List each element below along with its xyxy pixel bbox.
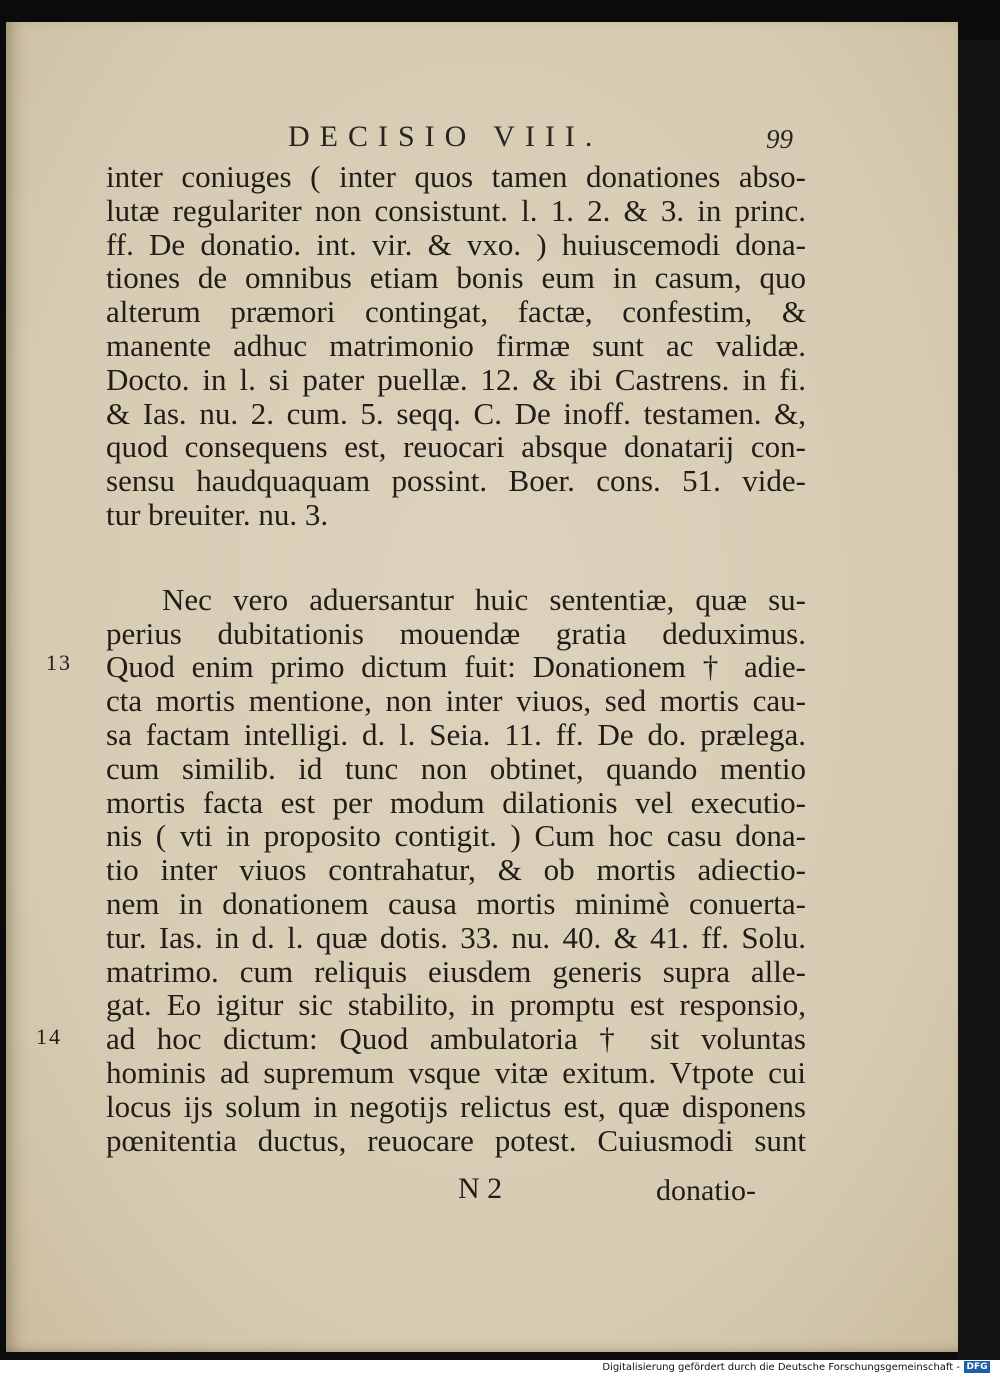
text-line: tur. Ias. in d. l. quæ dotis. 33. nu. 40. & 41. ff. Solu. [106, 919, 806, 955]
text-line: Quod enim primo dictum fuit: Donationem † adie- [106, 649, 806, 685]
signature-mark: N 2 [458, 1172, 503, 1205]
text-line: perius dubitationis mouendæ gratia deduximus. [106, 615, 806, 651]
page-header [6, 104, 958, 154]
text-line: inter coniuges ( inter quos tamen donationes abso- [106, 159, 806, 194]
paragraph-2 [106, 583, 806, 1158]
running-title: DECISIO VIII. [288, 120, 603, 153]
text-line: ff. De donatio. int. vir. & vxo. ) huiuscemodi dona- [106, 226, 806, 262]
text-line: pœnitentia ductus, reuocare potest. Cuiusmodi sunt [106, 1122, 806, 1158]
text-line: hominis ad supremum vsque vitæ exitum. Vtpote cui [106, 1054, 806, 1090]
text-line: tur breuiter. nu. 3. [106, 496, 329, 532]
text-line: cum similib. id tunc non obtinet, quando mentio [106, 750, 806, 786]
text-line: locus ijs solum in negotijs relictus est, quæ disponens [106, 1088, 806, 1124]
text-line: tio inter viuos contrahatur, & ob mortis adiectio- [106, 852, 806, 888]
book-page [6, 22, 958, 1352]
text-line: tiones de omnibus etiam bonis eum in casum, quo [106, 260, 806, 296]
text-line: gat. Eo igitur sic stabilito, in promptu est responsio, [106, 987, 806, 1023]
margin-number-13: 13 [46, 650, 72, 675]
text-line: matrimo. cum reliquis eiusdem generis supra alle- [106, 953, 806, 989]
dfg-logo: DFG [964, 1361, 990, 1373]
text-line: cta mortis mentione, non inter viuos, sed mortis cau- [106, 683, 806, 719]
scan-edge [958, 40, 1000, 1360]
text-line: sa factam intelligi. d. l. Seia. 11. ff. De do. prælega. [106, 716, 806, 752]
page-footer [6, 1172, 958, 1216]
text-line: Nec vero aduersantur huic sententiæ, quæ su- [162, 581, 806, 617]
page-number: 99 [766, 124, 793, 154]
text-line: ad hoc dictum: Quod ambulatoria † sit voluntas [106, 1021, 806, 1057]
text-line: alterum præmori contingat, factæ, confestim, & [106, 294, 806, 330]
digitization-credit: Digitalisierung gefördert durch die Deutsche Forschungsgemeinschaft - [602, 1362, 960, 1373]
text-line: Docto. in l. si pater puellæ. 12. & ibi Castrens. in fi. [106, 361, 806, 397]
text-line: nis ( vti in proposito contigit. ) Cum hoc casu dona- [106, 818, 806, 854]
body-text [106, 160, 806, 1157]
text-line: mortis facta est per modum dilationis vel executio- [106, 784, 806, 820]
text-line: nem in donationem causa mortis minimè conuerta- [106, 885, 806, 921]
text-line: sensu haudquaquam possint. Boer. cons. 51. vide- [106, 463, 806, 499]
text-line: lutæ regulariter non consistunt. l. 1. 2. & 3. in princ. [106, 192, 806, 228]
catchword: donatio- [656, 1174, 756, 1207]
paragraph-1 [106, 160, 806, 532]
text-line: manente adhuc matrimonio firmæ sunt ac validæ. [106, 327, 806, 363]
text-line: quod consequens est, reuocari absque donatarij con- [106, 429, 806, 465]
margin-number-14: 14 [36, 1024, 62, 1049]
text-line: & Ias. nu. 2. cum. 5. seqq. C. De inoff. testamen. &, [106, 395, 806, 431]
